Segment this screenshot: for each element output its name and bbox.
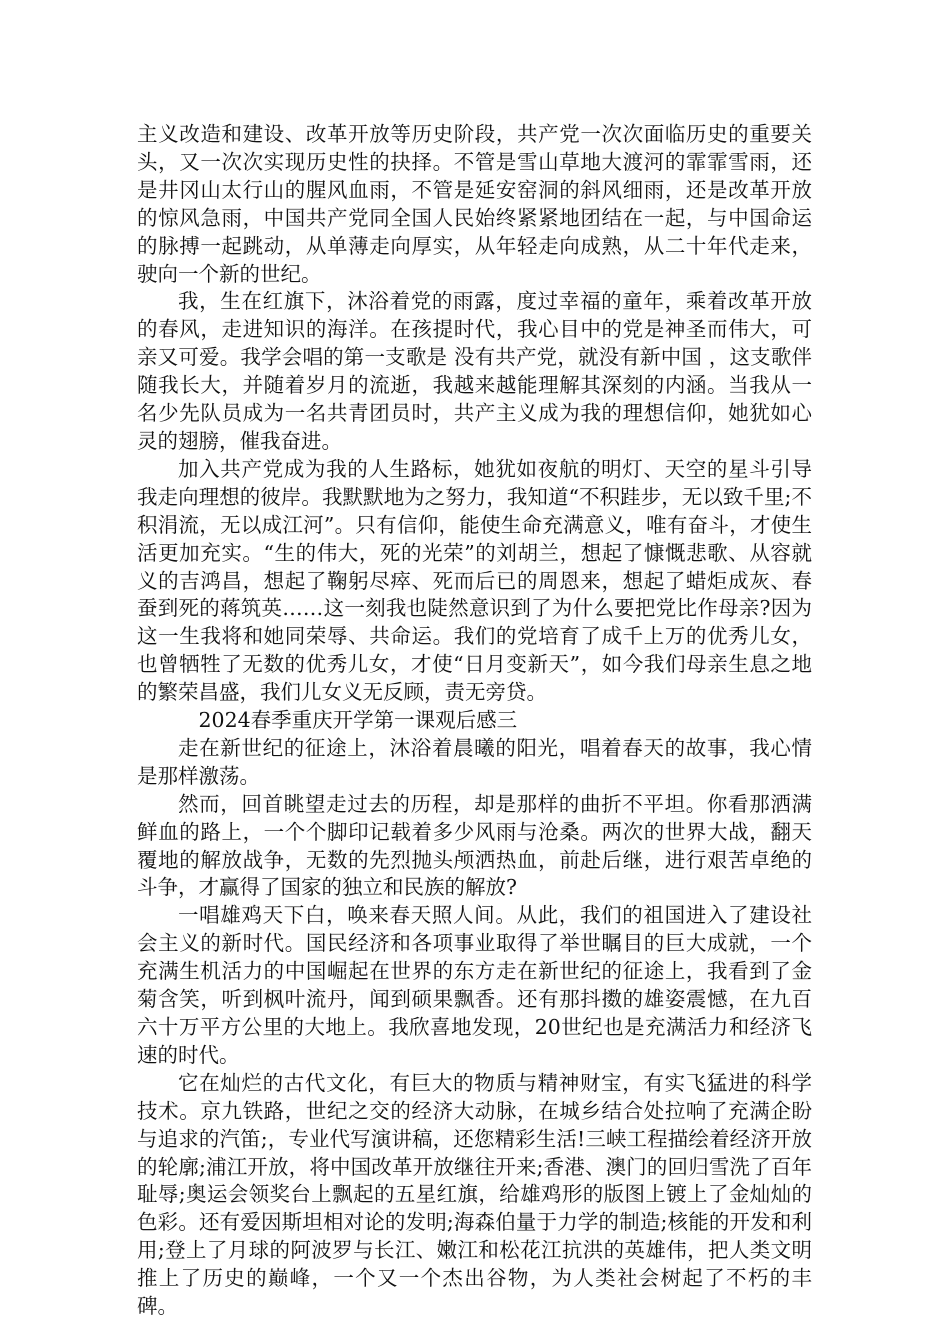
- paragraph-new-era: 一唱雄鸡天下白，唤来春天照人间。从此，我们的祖国进入了建设社会主义的新时代。国民经济和各项事业取得了举世瞩目的巨大成就，一个充满生机活力的中国崛起在世界的东方走在新世纪的征途上，我看到了金菊含笑，听到枫叶流丹，闻到硕果飘香。还有那抖擞的雄姿震憾，在九百六十万平方公里的大地上。我欣喜地发现，20世纪也是充满活力和经济飞速的时代。: [137, 903, 812, 1067]
- paragraph-achievements: 它在灿烂的古代文化，有巨大的物质与精神财宝，有实飞猛进的科学技术。京九铁路，世纪之交的经济大动脉，在城乡结合处拉响了充满企盼与追求的汽笛;，专业代写演讲稿，还您精彩生活!三峡工程描绘着经济开放的轮廓;浦江开放，将中国改革开放继往开来;香港、澳门的回归雪洗了百年耻辱;奥运会领奖台上飘起的五星红旗，给雄鸡形的版图上镀上了金灿灿的色彩。还有爱因斯坦相对论的发明;海森伯量于力学的制造;核能的开发和利用;登上了月球的阿波罗与长江、嫩江和松花江抗洪的英雄伟，把人类文明推上了历史的巅峰，一个又一个杰出谷物，为人类社会树起了不朽的丰碑。: [137, 1070, 812, 1319]
- paragraph-continuation: 主义改造和建设、改革开放等历史阶段，共产党一次次面临历史的重要关头，又一次次实现历史性的抉择。不管是雪山草地大渡河的霏霏雪雨，还是井冈山太行山的腥风血雨，不管是延安窑洞的斜风细雨，还是改革开放的惊风急雨，中国共产党同全国人民始终紧紧地团结在一起，与中国命运的脉搏一起跳动，从单薄走向厚实，从年轻走向成熟，从二十年代走来，驶向一个新的世纪。: [137, 122, 812, 286]
- paragraph-new-century: 走在新世纪的征途上，沐浴着晨曦的阳光，唱着春天的故事，我心情是那样激荡。: [137, 735, 812, 788]
- paragraph-history: 然而，回首眺望走过去的历程，却是那样的曲折不平坦。你看那洒满鲜血的路上，一个个脚印记载着多少风雨与沧桑。两次的世界大战，翻天覆地的解放战争，无数的先烈抛头颅洒热血，前赴后继，进行艰苦卓绝的斗争，才赢得了国家的独立和民族的解放?: [137, 791, 812, 900]
- paragraph-childhood: 我，生在红旗下，沐浴着党的雨露，度过幸福的童年，乘着改革开放的春风，走进知识的海洋。在孩提时代，我心目中的党是神圣而伟大，可亲又可爱。我学会唱的第一支歌是 没有共产党，就没有新中国 ，这支歌伴随我长大，并随着岁月的流逝，我越来越能理解其深刻的内涵。当我从一名少先队员成为一名共青团员时，共产主义成为我的理想信仰，她犹如心灵的翅膀，催我奋进。: [137, 289, 812, 453]
- section-heading: 2024春季重庆开学第一课观后感三: [198, 708, 518, 733]
- paragraph-party-milestone: 加入共产党成为我的人生路标，她犹如夜航的明灯、天空的星斗引导我走向理想的彼岸。我默默地为之努力，我知道“不积跬步，无以致千里;不积涓流，无以成江河”。只有信仰，能使生命充满意义，唯有奋斗，才使生活更加充实。“生的伟大，死的光荣”的刘胡兰，想起了慷慨悲歌、从容就义的吉鸿昌，想起了鞠躬尽瘁、死而后已的周恩来，想起了蜡炬成灰、春蚕到死的蒋筑英……这一刻我也陡然意识到了为什么要把党比作母亲?因为这一生我将和她同荣辱、共命运。我们的党培育了成千上万的优秀儿女，也曾牺牲了无数的优秀儿女，才使“日月变新天”，如今我们母亲生息之地的繁荣昌盛，我们儿女义无反顾，责无旁贷。: [137, 456, 812, 705]
- document-body: [137, 121, 812, 1321]
